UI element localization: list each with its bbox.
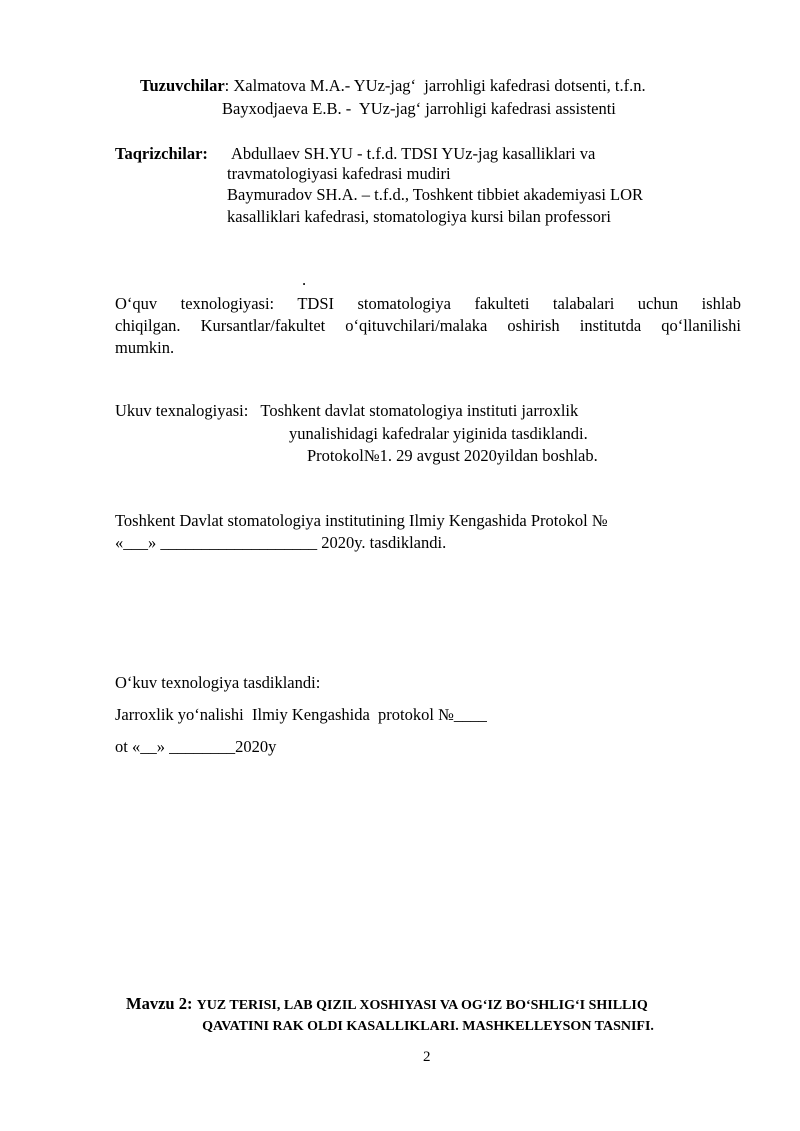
tech-paragraph-line-3: mumkin. xyxy=(115,338,175,357)
reviewers-label: Taqrizchilar: xyxy=(115,144,208,163)
ukuv-line-2: yunalishidagi kafedralar yiginida tasdiklandi. xyxy=(289,424,588,443)
council-line-2: «___» ___________________ 2020y. tasdiklandi. xyxy=(115,533,447,552)
reviewers-line-1: Abdullaev SH.YU - t.f.d. TDSI YUz-jag kasalliklari va xyxy=(231,144,596,163)
topic-label: Mavzu 2: xyxy=(126,994,193,1013)
topic-line-1 xyxy=(126,996,648,1013)
topic-title-1: YUZ TERISI, LAB QIZIL XOSHIYASI VA OG‘IZ BO‘SHLIG‘I SHILLIQ xyxy=(196,998,648,1013)
topic-title-2: QAVATINI RAK OLDI KASALLIKLARI. MASHKELLEYSON TASNIFI. xyxy=(202,1019,654,1034)
reviewers-line-2: travmatologiyasi kafedrasi mudiri xyxy=(227,164,451,183)
reviewers-line-3: Baymuradov SH.A. – t.f.d., Toshkent tibbiet akademiyasi LOR xyxy=(227,185,644,204)
tech-paragraph-line-2: chiqilgan. Kursantlar/fakultet o‘qituvchilari/malaka oshirish institutda qo‘llanilishi xyxy=(115,316,741,335)
tech-paragraph-line-1: O‘quv texnologiyasi: TDSI stomatologiya fakulteti talabalari uchun ishlab xyxy=(115,294,741,313)
ukuv-line-3: Protokol№1. 29 avgust 2020yildan boshlab. xyxy=(307,446,598,465)
approval-line-3: ot «__» ________2020y xyxy=(115,737,277,756)
authors-line-2: Bayxodjaeva E.B. - YUz-jag‘ jarrohligi kafedrasi assistenti xyxy=(222,99,616,118)
council-line-1: Toshkent Davlat stomatologiya institutining Ilmiy Kengashida Protokol № xyxy=(115,511,608,530)
reviewers-line-4: kasalliklari kafedrasi, stomatologiya kursi bilan professori xyxy=(227,207,611,226)
authors-text-1: : Xalmatova M.A.- YUz-jag‘ jarrohligi kafedrasi dotsenti, t.f.n. xyxy=(224,76,646,95)
ukuv-line-1: Ukuv texnalogiyasi: Toshkent davlat stomatologiya instituti jarroxlik xyxy=(115,401,579,420)
authors-line-1 xyxy=(140,78,646,95)
authors-label: Tuzuvchilar xyxy=(140,76,225,95)
page-number: 2 xyxy=(423,1049,431,1065)
stray-dot: . xyxy=(302,270,307,289)
approval-line-1: O‘kuv texnologiya tasdiklandi: xyxy=(115,673,321,692)
approval-line-2: Jarroxlik yo‘nalishi Ilmiy Kengashida protokol №____ xyxy=(115,705,487,724)
